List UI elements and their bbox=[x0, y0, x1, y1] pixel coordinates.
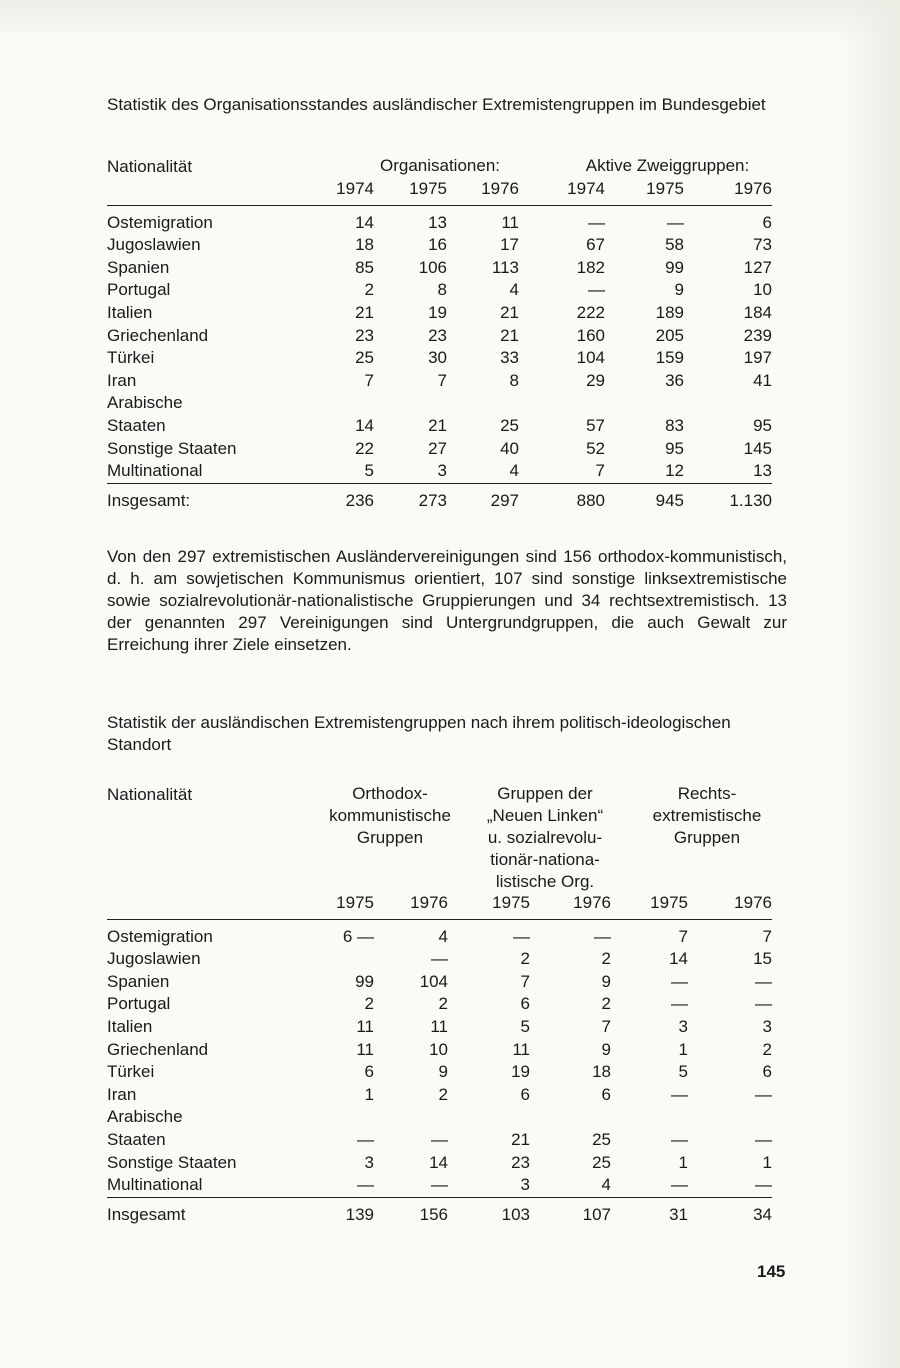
table-cell: 9 bbox=[601, 1039, 611, 1059]
table2-title: Statistik der ausländischen Extremistengruppen nach ihrem politisch-ideologischen Standort bbox=[107, 713, 731, 754]
row-label: Staaten bbox=[107, 1129, 166, 1149]
table-row bbox=[107, 919, 772, 948]
total-label: Insgesamt bbox=[107, 1197, 297, 1226]
table-cell: 9 bbox=[674, 280, 684, 300]
table-row bbox=[107, 279, 772, 302]
table-cell: 10 bbox=[753, 280, 772, 300]
table-cell: — bbox=[594, 926, 611, 946]
table-cell: 15 bbox=[753, 949, 772, 969]
table-cell bbox=[530, 1106, 611, 1129]
table2 bbox=[107, 892, 772, 1226]
table-cell: — bbox=[671, 1129, 688, 1149]
table-cell bbox=[519, 392, 605, 415]
table-cell: — bbox=[357, 1129, 374, 1149]
total-cell: 236 bbox=[297, 483, 374, 512]
table-cell: — bbox=[431, 1175, 448, 1195]
table-cell: 3 bbox=[678, 1016, 688, 1036]
total-cell: 156 bbox=[374, 1197, 448, 1226]
table-cell: — bbox=[431, 1129, 448, 1149]
row-label: Sonstige Staaten bbox=[107, 1152, 237, 1172]
table-row bbox=[107, 1106, 772, 1129]
table-cell: 2 bbox=[438, 994, 448, 1014]
table1-group-header-organisations: Organisationen: bbox=[379, 156, 501, 175]
table-cell: 11 bbox=[512, 1039, 530, 1059]
year-header: 1975 bbox=[448, 892, 530, 919]
table-cell: 21 bbox=[355, 302, 374, 322]
table-cell: 8 bbox=[437, 280, 447, 300]
table-cell: 3 bbox=[437, 461, 447, 481]
table1-group-header-branches: Aktive Zweiggruppen: bbox=[585, 156, 750, 175]
table-cell: 3 bbox=[762, 1016, 772, 1036]
row-label: Spanien bbox=[107, 257, 170, 277]
table-cell: 197 bbox=[743, 348, 772, 368]
table-cell: 13 bbox=[753, 461, 772, 481]
table-cell: 25 bbox=[500, 415, 519, 435]
table-cell: 4 bbox=[509, 461, 519, 481]
table-cell: 12 bbox=[665, 461, 684, 481]
row-label: Arabische bbox=[107, 393, 183, 413]
table-cell: 9 bbox=[601, 971, 611, 991]
table-cell: 3 bbox=[520, 1175, 530, 1195]
year-header: 1976 bbox=[684, 178, 772, 205]
table-cell: 58 bbox=[665, 235, 684, 255]
table-cell: 2 bbox=[601, 994, 611, 1014]
table-cell: 6 bbox=[364, 1062, 374, 1082]
table-row bbox=[107, 392, 772, 415]
table-cell: 104 bbox=[419, 971, 448, 991]
table-cell: 67 bbox=[586, 235, 605, 255]
total-cell: 273 bbox=[374, 483, 447, 512]
table-cell: 8 bbox=[509, 370, 519, 390]
table-cell: 7 bbox=[520, 971, 530, 991]
table-row bbox=[107, 257, 772, 280]
table-cell: 1 bbox=[762, 1152, 772, 1172]
table-cell: 6 bbox=[520, 1084, 530, 1104]
table-row bbox=[107, 438, 772, 461]
table-cell: 205 bbox=[655, 325, 684, 345]
table-cell: 83 bbox=[665, 415, 684, 435]
row-label: Jugoslawien bbox=[107, 949, 201, 969]
table-cell: 6 bbox=[762, 1062, 772, 1082]
table-cell: 4 bbox=[438, 926, 448, 946]
table-cell: 9 bbox=[438, 1062, 448, 1082]
year-header: 1974 bbox=[519, 178, 605, 205]
table-cell: 2 bbox=[438, 1084, 448, 1104]
table-row bbox=[107, 948, 772, 971]
table-cell: 127 bbox=[743, 257, 772, 277]
table-cell: 23 bbox=[428, 325, 447, 345]
table-row bbox=[107, 993, 772, 1016]
table-cell: 85 bbox=[355, 257, 374, 277]
table-cell: 30 bbox=[428, 348, 447, 368]
scan-shading-right bbox=[840, 0, 900, 1368]
table-cell: 16 bbox=[428, 235, 447, 255]
total-cell: 107 bbox=[530, 1197, 611, 1226]
table-row bbox=[107, 325, 772, 348]
table-cell: 7 bbox=[601, 1016, 611, 1036]
table-cell bbox=[374, 392, 447, 415]
table-cell: 7 bbox=[364, 370, 374, 390]
table2-nationality-header: Nationalität bbox=[107, 785, 193, 804]
table-cell: 7 bbox=[678, 926, 688, 946]
year-header-spacer bbox=[107, 178, 297, 205]
table-cell: 14 bbox=[429, 1152, 448, 1172]
table-row bbox=[107, 1061, 772, 1084]
table-cell: 1 bbox=[364, 1084, 374, 1104]
table-cell: 4 bbox=[509, 280, 519, 300]
table-cell: 160 bbox=[576, 325, 605, 345]
table-cell: 18 bbox=[592, 1062, 611, 1082]
table-cell: 104 bbox=[576, 348, 605, 368]
table-cell: 21 bbox=[500, 302, 519, 322]
total-label: Insgesamt: bbox=[107, 483, 297, 512]
total-row bbox=[107, 483, 772, 512]
year-header: 1976 bbox=[688, 892, 772, 919]
row-label: Griechenland bbox=[107, 325, 209, 345]
table-cell: — bbox=[588, 212, 605, 232]
table-cell: 27 bbox=[428, 438, 447, 458]
year-header: 1976 bbox=[374, 892, 448, 919]
total-cell: 139 bbox=[297, 1197, 374, 1226]
table-row bbox=[107, 234, 772, 257]
page-number: 145 bbox=[757, 1262, 786, 1281]
table-row bbox=[107, 370, 772, 393]
table-cell: 7 bbox=[595, 461, 605, 481]
table-cell: 6 bbox=[762, 212, 772, 232]
table-cell: — bbox=[755, 1175, 772, 1195]
table-cell: — bbox=[755, 1129, 772, 1149]
table-cell: 5 bbox=[520, 1016, 530, 1036]
table-cell: — bbox=[755, 1084, 772, 1104]
table-cell: — bbox=[671, 1175, 688, 1195]
table-cell: 11 bbox=[356, 1039, 374, 1059]
table-cell: 10 bbox=[429, 1039, 448, 1059]
table-row bbox=[107, 1084, 772, 1107]
table1 bbox=[107, 178, 772, 512]
table-cell: 18 bbox=[355, 235, 374, 255]
table-row bbox=[107, 1152, 772, 1175]
table-cell: — bbox=[588, 280, 605, 300]
table-cell: — bbox=[671, 971, 688, 991]
row-label: Italien bbox=[107, 302, 153, 322]
table-cell: 184 bbox=[743, 302, 772, 322]
table-cell: 1 bbox=[678, 1152, 688, 1172]
table-row bbox=[107, 460, 772, 483]
table-cell: — bbox=[513, 926, 530, 946]
table-cell: 23 bbox=[355, 325, 374, 345]
row-label: Italien bbox=[107, 1016, 153, 1036]
table-cell: 5 bbox=[364, 461, 374, 481]
row-label: Ostemigration bbox=[107, 212, 213, 232]
total-cell: 103 bbox=[448, 1197, 530, 1226]
table-cell: 25 bbox=[592, 1129, 611, 1149]
table-cell: 41 bbox=[753, 370, 772, 390]
table-cell: — bbox=[357, 1175, 374, 1195]
table-cell: — bbox=[667, 212, 684, 232]
scan-shading-top bbox=[0, 0, 900, 40]
table-cell: 13 bbox=[428, 212, 447, 232]
table1-title: Statistik des Organisationsstandes ausländischer Extremistengruppen im Bundesgebiet bbox=[107, 95, 766, 114]
year-header: 1974 bbox=[297, 178, 374, 205]
total-cell: 34 bbox=[688, 1197, 772, 1226]
row-label: Multinational bbox=[107, 1175, 203, 1195]
row-label: Multinational bbox=[107, 461, 203, 481]
table-cell: 52 bbox=[586, 438, 605, 458]
table-cell: 23 bbox=[511, 1152, 530, 1172]
table-cell: 21 bbox=[428, 415, 447, 435]
table-row bbox=[107, 971, 772, 994]
row-label: Ostemigration bbox=[107, 926, 213, 946]
table-cell: 11 bbox=[430, 1016, 448, 1036]
table-cell: 2 bbox=[364, 994, 374, 1014]
table-cell: 17 bbox=[500, 235, 519, 255]
table-row bbox=[107, 1174, 772, 1197]
table-cell: 145 bbox=[743, 438, 772, 458]
year-header: 1976 bbox=[447, 178, 519, 205]
table-cell: 99 bbox=[355, 971, 374, 991]
table-row bbox=[107, 1039, 772, 1062]
table2-group-header-right: Rechts- extremistische Gruppen bbox=[652, 784, 762, 847]
table-cell: 11 bbox=[501, 212, 519, 232]
row-label: Griechenland bbox=[107, 1039, 209, 1059]
table-cell: 159 bbox=[655, 348, 684, 368]
row-label: Türkei bbox=[107, 1062, 155, 1082]
year-header-row bbox=[107, 178, 772, 205]
table-cell: 36 bbox=[665, 370, 684, 390]
table-cell: 7 bbox=[437, 370, 447, 390]
table-cell: 99 bbox=[665, 257, 684, 277]
table-cell bbox=[688, 1106, 772, 1129]
table-cell: 95 bbox=[665, 438, 684, 458]
table-cell: 33 bbox=[500, 348, 519, 368]
table-cell bbox=[297, 392, 374, 415]
total-cell: 945 bbox=[605, 483, 684, 512]
year-header: 1975 bbox=[374, 178, 447, 205]
year-header-row bbox=[107, 892, 772, 919]
row-label: Staaten bbox=[107, 415, 166, 435]
table-cell: 25 bbox=[355, 348, 374, 368]
year-header: 1975 bbox=[611, 892, 688, 919]
year-header-spacer bbox=[107, 892, 297, 919]
table-cell: 2 bbox=[762, 1039, 772, 1059]
table-row bbox=[107, 415, 772, 438]
total-cell: 1.130 bbox=[684, 483, 772, 512]
row-label: Iran bbox=[107, 1084, 137, 1104]
table-cell: 239 bbox=[743, 325, 772, 345]
table-cell bbox=[297, 1106, 374, 1129]
table-cell: 1 bbox=[678, 1039, 688, 1059]
table-cell: 2 bbox=[364, 280, 374, 300]
table-cell: 22 bbox=[355, 438, 374, 458]
row-label: Portugal bbox=[107, 280, 171, 300]
table2-group-header-orthodox: Orthodox- kommunistische Gruppen bbox=[329, 784, 451, 847]
year-header: 1976 bbox=[530, 892, 611, 919]
table-cell: 3 bbox=[364, 1152, 374, 1172]
row-label: Arabische bbox=[107, 1107, 183, 1127]
table-row bbox=[107, 302, 772, 325]
table-cell: — bbox=[431, 949, 448, 969]
row-label: Portugal bbox=[107, 994, 171, 1014]
table-cell: 4 bbox=[601, 1175, 611, 1195]
table-cell: 2 bbox=[601, 949, 611, 969]
table-cell: — bbox=[671, 994, 688, 1014]
total-cell: 31 bbox=[611, 1197, 688, 1226]
table-row bbox=[107, 1129, 772, 1152]
total-cell: 880 bbox=[519, 483, 605, 512]
table-cell: 6 bbox=[601, 1084, 611, 1104]
table-cell: 7 bbox=[762, 926, 772, 946]
table-cell: 14 bbox=[669, 949, 688, 969]
table-cell: 14 bbox=[355, 415, 374, 435]
row-label: Iran bbox=[107, 370, 137, 390]
table-cell: 21 bbox=[500, 325, 519, 345]
total-cell: 297 bbox=[447, 483, 519, 512]
table-row bbox=[107, 347, 772, 370]
table-cell: 40 bbox=[500, 438, 519, 458]
table-cell: 21 bbox=[511, 1129, 530, 1149]
table-row bbox=[107, 205, 772, 234]
table-cell: 182 bbox=[576, 257, 605, 277]
table-cell bbox=[684, 392, 772, 415]
table-cell: — bbox=[755, 971, 772, 991]
table2-group-header-new-left: Gruppen der „Neuen Linken“ u. sozialrevolu- tionär-nationa- listische Org. bbox=[486, 784, 604, 891]
table-cell: 14 bbox=[355, 212, 374, 232]
table-cell: — bbox=[671, 1084, 688, 1104]
table-cell bbox=[297, 948, 374, 971]
table-cell bbox=[374, 1106, 448, 1129]
table-cell: 19 bbox=[428, 302, 447, 322]
table-row bbox=[107, 1016, 772, 1039]
table-cell: 25 bbox=[592, 1152, 611, 1172]
table-cell bbox=[605, 392, 684, 415]
table-cell: 73 bbox=[753, 235, 772, 255]
year-header: 1975 bbox=[605, 178, 684, 205]
table-cell: 6 — bbox=[342, 926, 374, 946]
table-cell: 29 bbox=[586, 370, 605, 390]
row-label: Sonstige Staaten bbox=[107, 438, 237, 458]
table-cell: 2 bbox=[520, 949, 530, 969]
summary-paragraph: Von den 297 extremistischen Ausländervereinigungen sind 156 orthodox-kommunistisch, d. h. am sowjetischen Kommunismus orientiert, 107 sind sonstige linksextremistische sowie sozialrevolutionär-nationalistische Gruppierungen und 34 rechtsextremistisch. 13 der genannten 297 Vereinigungen sind Untergrundgruppen, die auch Gewalt zur Erreichung ihrer Ziele einsetzen. bbox=[107, 547, 787, 654]
year-header: 1975 bbox=[297, 892, 374, 919]
table-cell: — bbox=[755, 994, 772, 1014]
table1-nationality-header: Nationalität bbox=[107, 157, 193, 176]
row-label: Türkei bbox=[107, 348, 155, 368]
table-cell: 106 bbox=[418, 257, 447, 277]
table-cell bbox=[448, 1106, 530, 1129]
table-cell bbox=[611, 1106, 688, 1129]
table-cell: 11 bbox=[356, 1016, 374, 1036]
table-cell: 57 bbox=[586, 415, 605, 435]
table-cell bbox=[447, 392, 519, 415]
total-row bbox=[107, 1197, 772, 1226]
table-cell: 113 bbox=[491, 257, 519, 277]
table-cell: 222 bbox=[576, 302, 605, 322]
table-cell: 19 bbox=[511, 1062, 530, 1082]
table-cell: 5 bbox=[678, 1062, 688, 1082]
row-label: Jugoslawien bbox=[107, 235, 201, 255]
table-cell: 189 bbox=[655, 302, 684, 322]
table-cell: 95 bbox=[753, 415, 772, 435]
table-cell: 6 bbox=[520, 994, 530, 1014]
row-label: Spanien bbox=[107, 971, 170, 991]
